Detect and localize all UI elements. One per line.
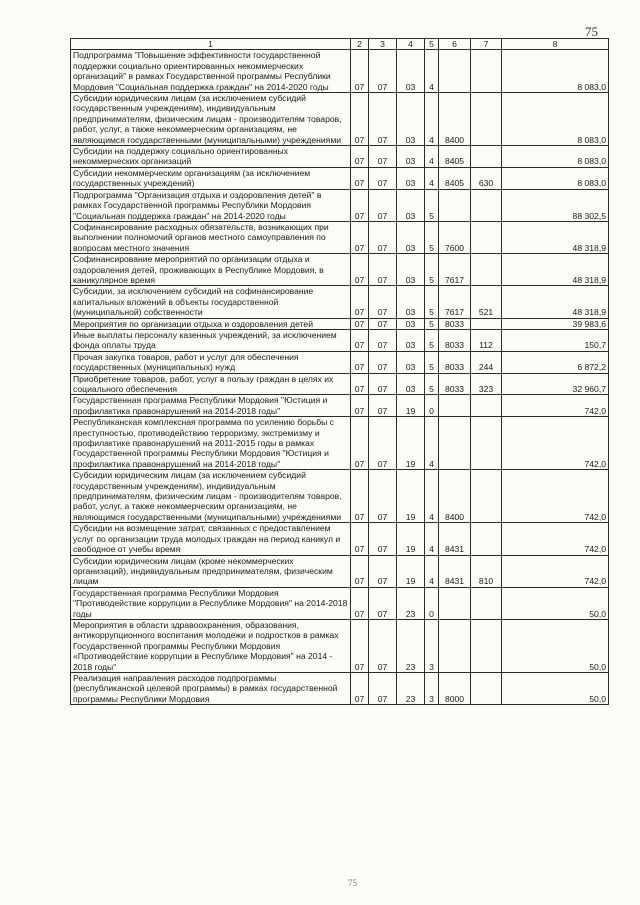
cell-amount: 742,0 — [502, 523, 609, 555]
row-name: Софинансирование мероприятий по организации отдыха и оздоровления детей, проживающих в Республике Мордовия, в каникулярное время — [71, 254, 351, 286]
cell-code: 07 — [351, 221, 369, 253]
row-name: Субсидии юридическим лицам (за исключением субсидий государственным учреждениям), индивидуальным предпринимателям, физическим лицам - производителям товаров, работ, услуг, а также некоммерческим организациям, не являющимся государственными (муниципальными) учреждениями — [71, 470, 351, 523]
table-row — [71, 672, 609, 704]
cell-code: 8405 — [439, 146, 471, 168]
cell-code: 5 — [425, 221, 439, 253]
cell-code: 8431 — [439, 555, 471, 587]
cell-code: 03 — [397, 254, 425, 286]
table-row — [71, 351, 609, 373]
row-name: Подпрограмма "Повышение эффективности государственной поддержки социально ориентированных некоммерческих организаций" в рамках Государственной программы Республики Мордовия "Социальная поддержка граждан" на 2014-2020 годы — [71, 50, 351, 93]
cell-code: 07 — [351, 167, 369, 189]
row-name: Субсидии на возмещение затрат, связанных с предоставлением услуг по организации труда молодых граждан на период каникул и свободное от учебы время — [71, 523, 351, 555]
cell-code — [439, 619, 471, 672]
table-row — [71, 329, 609, 351]
cell-code: 07 — [369, 587, 397, 619]
budget-table — [70, 38, 609, 705]
cell-amount: 50,0 — [502, 587, 609, 619]
cell-amount: 742,0 — [502, 417, 609, 470]
cell-code: 07 — [369, 523, 397, 555]
cell-code: 4 — [425, 470, 439, 523]
cell-code: 03 — [397, 318, 425, 329]
cell-amount: 48 318,9 — [502, 221, 609, 253]
cell-code: 07 — [369, 417, 397, 470]
table-row — [71, 395, 609, 417]
cell-code: 03 — [397, 146, 425, 168]
cell-code — [439, 50, 471, 93]
cell-amount: 48 318,9 — [502, 286, 609, 318]
cell-code: 07 — [369, 395, 397, 417]
cell-code: 8431 — [439, 523, 471, 555]
cell-code: 07 — [369, 167, 397, 189]
cell-code: 03 — [397, 93, 425, 146]
cell-amount: 8 083,0 — [502, 93, 609, 146]
cell-code — [471, 189, 502, 221]
table-row — [71, 50, 609, 93]
cell-code: 07 — [351, 619, 369, 672]
cell-code: 07 — [351, 395, 369, 417]
cell-amount: 6 872,2 — [502, 351, 609, 373]
row-name: Приобретение товаров, работ, услуг в пользу граждан в целях их социального обеспечения — [71, 373, 351, 395]
cell-amount: 742,0 — [502, 470, 609, 523]
cell-code: 19 — [397, 523, 425, 555]
cell-code: 19 — [397, 555, 425, 587]
cell-code: 07 — [369, 254, 397, 286]
cell-code: 5 — [425, 373, 439, 395]
cell-code: 07 — [351, 254, 369, 286]
table-row — [71, 221, 609, 253]
cell-amount: 88 302,5 — [502, 189, 609, 221]
cell-code — [471, 672, 502, 704]
column-header: 7 — [471, 39, 502, 50]
cell-amount: 32 960,7 — [502, 373, 609, 395]
cell-code: 8033 — [439, 373, 471, 395]
table-row — [71, 619, 609, 672]
cell-code: 8033 — [439, 318, 471, 329]
cell-code: 07 — [351, 523, 369, 555]
cell-code: 03 — [397, 50, 425, 93]
cell-amount: 48 318,9 — [502, 254, 609, 286]
table-row — [71, 167, 609, 189]
cell-code: 7600 — [439, 221, 471, 253]
cell-code: 07 — [369, 619, 397, 672]
cell-code: 07 — [351, 329, 369, 351]
cell-code: 07 — [369, 93, 397, 146]
cell-code — [471, 395, 502, 417]
header-row — [71, 39, 609, 50]
cell-code — [439, 587, 471, 619]
row-name: Государственная программа Республики Мордовия "Противодействие коррупции в Республике Мордовия" на 2014-2018 годы — [71, 587, 351, 619]
table-row — [71, 555, 609, 587]
table-row — [71, 417, 609, 470]
cell-code: 07 — [369, 221, 397, 253]
cell-amount: 742,0 — [502, 395, 609, 417]
row-name: Субсидии, за исключением субсидий на софинансирование капитальных вложений в объекты государственной (муниципальной) собственности — [71, 286, 351, 318]
cell-amount: 742,0 — [502, 555, 609, 587]
cell-code: 07 — [369, 555, 397, 587]
cell-code: 07 — [351, 286, 369, 318]
row-name: Субсидии некоммерческим организациям (за исключением государственных учреждений) — [71, 167, 351, 189]
cell-code: 07 — [369, 470, 397, 523]
cell-code — [471, 619, 502, 672]
cell-amount: 39 983,6 — [502, 318, 609, 329]
cell-code — [471, 146, 502, 168]
table-row — [71, 373, 609, 395]
cell-code — [471, 221, 502, 253]
row-name: Иные выплаты персоналу казенных учреждений, за исключением фонда оплаты труда — [71, 329, 351, 351]
cell-code: 244 — [471, 351, 502, 373]
cell-code: 07 — [351, 146, 369, 168]
cell-code: 07 — [351, 93, 369, 146]
cell-amount: 150,7 — [502, 329, 609, 351]
cell-code: 07 — [369, 672, 397, 704]
cell-code: 8000 — [439, 672, 471, 704]
cell-code: 07 — [351, 587, 369, 619]
table-row — [71, 146, 609, 168]
cell-code — [471, 254, 502, 286]
table-row — [71, 523, 609, 555]
cell-code: 4 — [425, 93, 439, 146]
table-row — [71, 318, 609, 329]
cell-code: 07 — [351, 417, 369, 470]
cell-code — [471, 417, 502, 470]
cell-code: 07 — [369, 146, 397, 168]
cell-code: 7617 — [439, 286, 471, 318]
cell-code: 03 — [397, 286, 425, 318]
cell-code: 07 — [369, 329, 397, 351]
table-row — [71, 93, 609, 146]
cell-code: 19 — [397, 417, 425, 470]
cell-code: 5 — [425, 286, 439, 318]
cell-code: 07 — [351, 672, 369, 704]
cell-code: 4 — [425, 555, 439, 587]
cell-code: 03 — [397, 329, 425, 351]
column-header: 2 — [351, 39, 369, 50]
cell-amount: 8 083,0 — [502, 146, 609, 168]
cell-code: 07 — [351, 555, 369, 587]
cell-code — [471, 523, 502, 555]
row-name: Подпрограмма "Организация отдыха и оздоровления детей" в рамках Государственной программы Республики Мордовия "Социальная поддержка граждан" на 2014-2020 годы — [71, 189, 351, 221]
column-header: 3 — [369, 39, 397, 50]
cell-code — [471, 93, 502, 146]
cell-code: 0 — [425, 395, 439, 417]
cell-code: 03 — [397, 351, 425, 373]
column-header: 5 — [425, 39, 439, 50]
row-name: Мероприятия в области здравоохранения, образования, антикоррупционного воспитания молодежи и подростков в рамках Государственной программы Республики Мордовия «Противодействие коррупции в Республике Мордовия" на 2014 - 2018 годы" — [71, 619, 351, 672]
row-name: Субсидии юридическим лицам (за исключением субсидий государственным учреждениям), индивидуальным предпринимателям, физическим лицам - производителям товаров, работ, услуг, а также некоммерческим организациям, не являющимся государственными (муниципальными) учреждениями — [71, 93, 351, 146]
cell-code: 5 — [425, 189, 439, 221]
cell-code: 23 — [397, 619, 425, 672]
column-header: 1 — [71, 39, 351, 50]
cell-code — [439, 417, 471, 470]
cell-code: 810 — [471, 555, 502, 587]
cell-code: 5 — [425, 254, 439, 286]
cell-code: 23 — [397, 587, 425, 619]
cell-code: 630 — [471, 167, 502, 189]
cell-code: 521 — [471, 286, 502, 318]
cell-code: 7617 — [439, 254, 471, 286]
cell-code: 19 — [397, 470, 425, 523]
cell-code: 07 — [369, 286, 397, 318]
cell-code — [439, 395, 471, 417]
cell-amount: 8 083,0 — [502, 50, 609, 93]
cell-code: 4 — [425, 417, 439, 470]
cell-code: 07 — [369, 318, 397, 329]
column-header: 6 — [439, 39, 471, 50]
footer-mark: 75 — [348, 878, 357, 888]
cell-code: 23 — [397, 672, 425, 704]
cell-amount: 50,0 — [502, 672, 609, 704]
column-header: 4 — [397, 39, 425, 50]
cell-code: 07 — [369, 351, 397, 373]
table-row — [71, 587, 609, 619]
cell-code: 07 — [351, 470, 369, 523]
cell-code — [471, 50, 502, 93]
cell-code: 07 — [351, 318, 369, 329]
cell-code: 19 — [397, 395, 425, 417]
cell-code: 8033 — [439, 329, 471, 351]
cell-code — [471, 318, 502, 329]
row-name: Субсидии юридическим лицам (кроме некоммерческих организаций), индивидуальным предпринимателям, физическим лицам — [71, 555, 351, 587]
cell-code: 07 — [369, 50, 397, 93]
row-name: Субсидии на поддержку социально ориентированных некоммерческих организаций — [71, 146, 351, 168]
cell-code: 07 — [351, 50, 369, 93]
cell-code: 07 — [351, 189, 369, 221]
cell-code: 5 — [425, 318, 439, 329]
cell-code: 5 — [425, 351, 439, 373]
table-row — [71, 470, 609, 523]
cell-code — [471, 587, 502, 619]
cell-code — [439, 189, 471, 221]
table-row — [71, 254, 609, 286]
cell-code: 3 — [425, 672, 439, 704]
cell-code: 0 — [425, 587, 439, 619]
cell-code: 323 — [471, 373, 502, 395]
cell-code: 4 — [425, 523, 439, 555]
cell-code: 03 — [397, 189, 425, 221]
cell-code: 8400 — [439, 93, 471, 146]
row-name: Государственная программа Республики Мордовия "Юстиция и профилактика правонарушений на 2014-2018 годы" — [71, 395, 351, 417]
cell-code: 8400 — [439, 470, 471, 523]
cell-code: 07 — [351, 373, 369, 395]
row-name: Софинансирование расходных обязательств, возникающих при выполнении полномочий органов местного самоуправления по вопросам местного значения — [71, 221, 351, 253]
cell-code: 4 — [425, 146, 439, 168]
cell-code: 03 — [397, 167, 425, 189]
page-number: 75 — [585, 24, 598, 39]
cell-code: 07 — [369, 373, 397, 395]
table-row — [71, 286, 609, 318]
column-header: 8 — [502, 39, 609, 50]
cell-code: 112 — [471, 329, 502, 351]
cell-amount: 8 083,0 — [502, 167, 609, 189]
cell-code: 07 — [369, 189, 397, 221]
cell-code: 8033 — [439, 351, 471, 373]
cell-code: 03 — [397, 373, 425, 395]
cell-code: 5 — [425, 329, 439, 351]
table-row — [71, 189, 609, 221]
cell-code: 07 — [351, 351, 369, 373]
cell-code: 3 — [425, 619, 439, 672]
cell-code — [471, 470, 502, 523]
cell-code: 4 — [425, 167, 439, 189]
cell-code: 4 — [425, 50, 439, 93]
row-name: Республиканская комплексная программа по усилению борьбы с преступностью, противодействию терроризму, экстремизму и профилактике правонарушений на 2011-2015 годы в рамках Государственной программы Республики Мордовия "Юстиция и профилактика правонарушений на 2014-2018 годы" — [71, 417, 351, 470]
cell-code: 8405 — [439, 167, 471, 189]
cell-amount: 50,0 — [502, 619, 609, 672]
row-name: Реализация направления расходов подпрограммы (республиканской целевой программы) в рамках государственной программы Республики Мордовия — [71, 672, 351, 704]
row-name: Прочая закупка товаров, работ и услуг для обеспечения государственных (муниципальных) нужд — [71, 351, 351, 373]
cell-code: 03 — [397, 221, 425, 253]
row-name: Мероприятия по организации отдыха и оздоровления детей — [71, 318, 351, 329]
